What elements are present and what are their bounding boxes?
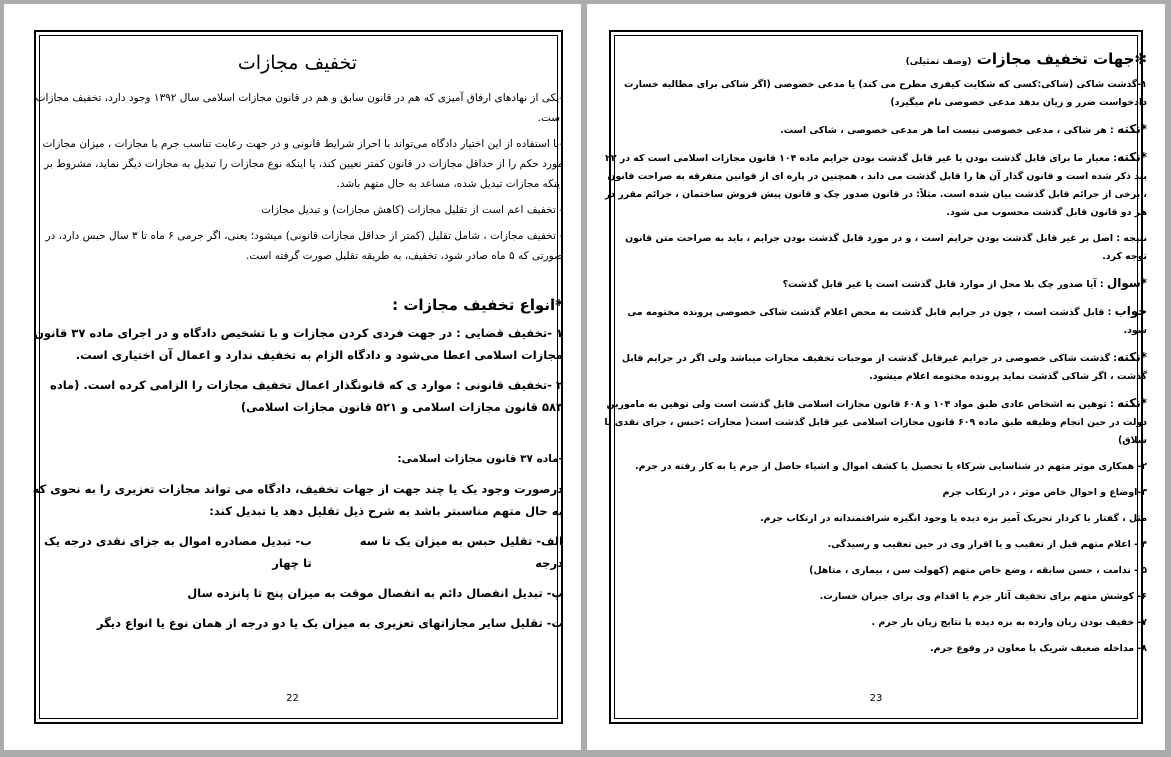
paragraph: - تخفیف مجازات ، شامل تقلیل (کمتر از حداقل مجازات قانونی) میشود؛ یعنی، اگر جرمی ۶ ماه تا ۳ سال حبس دارد، در صورتی که ۵ ماه صادر شود، تخفیف، به طریقه تقلیل صورت گرفته است. xyxy=(45,230,563,262)
paragraph: درصورت وجود یک یا چند جهت از جهات تخفیف، دادگاه می تواند مجازات تعزیری را به نحوی که به حال متهم مناسبتر باشد به شرح ذیل تقلیل دهد یا تبدیل کند: xyxy=(32,482,563,518)
list-item-row xyxy=(32,530,563,574)
article-heading: -ماده ۳۷ قانون مجازات اسلامی: xyxy=(397,453,563,465)
page-content xyxy=(32,44,563,642)
list-item: ب- تبدیل مصادره اموال به جزای نقدی درجه یک تا چهار xyxy=(43,534,312,570)
paragraph: -با استفاده از این اختیار دادگاه می‌تواند با احراز شرایط قانونی و در جهت رعایت تناسب جرم با مجازات ، میزان مجازات مورد حکم را از حداقل مجازات در قانون کمتر تعیین کند، یا اینکه نوع مجازات را تبدیل به مجازات دیگر نماید، مشروط بر اینکه مجازات تبدیل شده، مساعد به حال متهم باشد. xyxy=(42,138,563,190)
paragraph: ۱ -تخفیف قضایی : در جهت فردی کردن مجازات و با تشخیص دادگاه و در اجرای ماده ۳۷ قانون مجازات اسلامی اعطا می‌شود و دادگاه الزام به تخفیف ندارد و اعمال آن اختیاری است. xyxy=(34,326,563,362)
page-title: ❇جهات تخفیف مجازات (وصف تمثیلی) xyxy=(905,50,1147,68)
list-item: ت- تقلیل سایر مجازاتهای تعزیری به میزان یک یا دو درجه از همان نوع یا انواع دیگر xyxy=(96,616,563,630)
paragraph: نتیجه : اصل بر غیر قابل گذشت بودن جرایم است ، و در مورد قابل گذشت بودن جرایم ، باید به صراحت متن قانون توجه کرد. xyxy=(625,233,1147,262)
note: *نکته: معیار ما برای قابل گذشت بودن یا غیر قابل گذشت بودن جرایم ماده ۱۰۴ قانون مجازات اسلامی است که در ۲۲ بند ذکر شده است و قانون گذار آن ها را قابل گذشت می داند ، همچنین در پاره ای از قوانین متفرقه به صراحت قانون ، برخی از جرائم قابل گذشت بیان شده است. مثلاً: در قانون صدور چک و قانون پیش فروش ساختمان ، جرائم مقرر در هر دو قانون قابل گذشت محسوب می شود. xyxy=(604,150,1147,218)
note: *نکته: گذشت شاکی خصوصی در جرایم غیرقابل گذشت از موجبات تخفیف مجازات میباشد ولی اگر در جرایم قابل گذشت ، اگر شاکی گذشت نماید پرونده مختومه اعلام میشود. xyxy=(621,350,1147,382)
answer: جواب : قابل گذشت است ، چون در جرایم قابل گذشت به محض اعلام گذشت شاکی خصوصی پرونده مختومه می شود. xyxy=(627,304,1147,336)
list-item: ۴ - اعلام متهم قبل از تعقیب و یا اقرار وی در حین تعقیب و رسیدگی. xyxy=(827,539,1147,550)
page-content xyxy=(603,46,1147,666)
section-heading: *انواع تخفیف مجازات : xyxy=(392,296,563,314)
paragraph: ۲ -تخفیف قانونی : موارد ی که قانونگذار اعمال تخفیف مجازات را الزامی کرده است. (ماده ۵۸۳ قانون مجازات اسلامی و ۵۲۱ قانون مجازات اسلامی) xyxy=(50,378,563,414)
list-item: ۸- مداخله ضعیف شریک یا معاون در وقوع جرم. xyxy=(930,643,1147,654)
document-page-22 xyxy=(4,4,581,750)
page-title: تخفیف مجازات xyxy=(237,52,358,74)
question: *سوال : آیا صدور چک بلا محل از موارد قابل گذشت است یا غیر قابل گذشت؟ xyxy=(782,276,1147,290)
list-item: مثل ، گفتار یا کردار تحریک آمیز بزه دیده یا وجود انگیزه شرافتمندانه در ارتکاب جرم. xyxy=(760,513,1147,524)
paragraph: ۱-گذشت شاکی (شاکی:کسی که شکایت کیفری مطرح می کند) یا مدعی خصوصی (اگر شاکی برای مطالبه خسارت دادخواست ضرر و زیان بدهد مدعی خصوصی نام میگیرد) xyxy=(623,79,1147,108)
list-item: ۲- همکاری موثر متهم در شناسایی شرکاء یا تحصیل یا کشف اموال و اشیاء حاصل از جرم یا به کار رفته در جرم. xyxy=(635,461,1147,472)
list-item: ۳-اوضاع و احوال خاص موثر ، در ارتکاب جرم xyxy=(942,487,1147,498)
document-page-23 xyxy=(587,4,1165,750)
list-item: ۶- کوشش متهم برای تخفیف آثار جرم یا اقدام وی برای جبران خسارت. xyxy=(819,591,1147,602)
note: *نکته : توهین به اشخاص عادی طبق مواد ۱۰۴ و ۶۰۸ قانون مجازات اسلامی قابل گذشت است ولی توهین به ماموربن دولت در حین انجام وظیفه طبق ماده ۶۰۹ قانون مجازات اسلامی غیر قابل گذشت است( مجازات :حبس ، جزای نقدی یا شلاق) xyxy=(604,396,1147,446)
title-note: (وصف تمثیلی) xyxy=(905,57,972,67)
paragraph: -یکی از نهادهای ارفاق آمیزی که هم در قانون سابق و هم در قانون مجازات اسلامی سال ۱۳۹۲ وجود دارد، تخفیف مجازات است. xyxy=(35,92,563,124)
paragraph: - تخفیف اعم است از تقلیل مجازات (کاهش مجازات) و تبدیل مجازات xyxy=(261,204,563,216)
list-item: ۵ - ندامت ، حسن سابقه ، وضع خاص متهم (کهولت سن ، بیماری ، متاهل) xyxy=(809,565,1147,576)
note: *نکته : هر شاکی ، مدعی خصوصی نیست اما هر مدعی خصوصی ، شاکی است. xyxy=(780,122,1147,136)
page-number: 22 xyxy=(286,693,299,704)
list-item: الف- تقلیل حبس به میزان یک تا سه درجه xyxy=(359,534,563,570)
list-item: ۷- خفیف بودن زیان وارده به بزه دیده یا نتایج زیان بار جرم . xyxy=(871,617,1147,628)
page-number: 23 xyxy=(869,693,883,704)
list-item: پ- تبدیل انفصال دائم به انفصال موقت به میزان پنج تا پانزده سال xyxy=(187,586,563,600)
